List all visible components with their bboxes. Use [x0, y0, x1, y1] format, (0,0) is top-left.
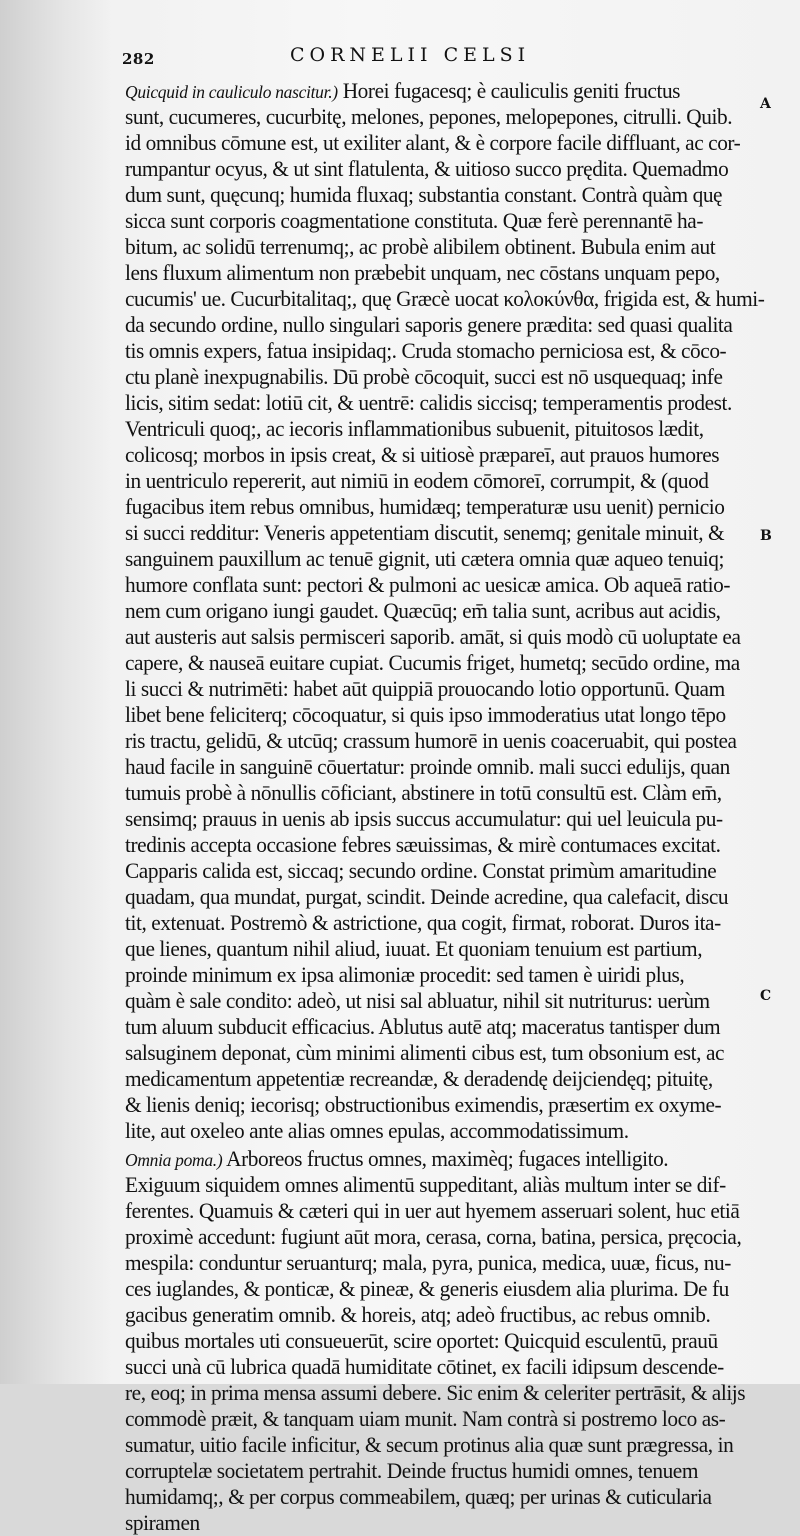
section-1-text-line: li succi & nutrimēti: habet aūt quippiā prouocando lotio opportunū. Quam [125, 676, 725, 701]
section-2-text-line: ces iuglandes, & ponticæ, & pineæ, & generis eiusdem alia plurima. De fu [125, 1276, 729, 1301]
section-1-text-line: Capparis calida est, siccaq; secundo ordine. Constat primùm amaritudine [125, 858, 717, 883]
section-1-text-line: haud facile in sanguinē cōuertatur: proinde omnib. mali succi edulijs, quan [125, 754, 730, 779]
section-1-first-text: Horei fugacesq; è cauliculis geniti fructus [337, 78, 681, 103]
section-2-first-text: Arboreos fructus omnes, maximèq; fugaces intelligito. [222, 1146, 669, 1171]
section-2-rubric: Omnia poma.) [125, 1150, 223, 1170]
section-1-text-line: ris tractu, gelidū, & utcūq; crassum humorē in uenis coaceruabit, qui postea [125, 728, 737, 753]
section-1-text-line: tis omnis expers, fatua insipidaq;. Cruda stomacho perniciosa est, & cōco- [125, 338, 727, 363]
section-2-text-line: corruptelæ societatem pertrahit. Deinde fructus humidi omnes, tenuem [125, 1458, 698, 1483]
section-1-text-line: ctu planè inexpugnabilis. Dū probè cōcoquit, succi est nō usquequaq; infe [125, 364, 723, 389]
page-gutter-shadow [0, 0, 110, 1384]
section-1-text-line: sensimq; prauus in uenis ab ipsis succus accumulatur: qui uel leuicula pu- [125, 806, 723, 831]
margin-letter-a: A [760, 96, 771, 112]
section-2-text-line: re, eoq; in prima mensa assumi debere. Sic enim & celeriter pertrāsit, & alijs [125, 1380, 746, 1405]
section-1-text-line: quadam, qua mundat, purgat, scindit. Deinde acredine, qua calefacit, discu [125, 884, 729, 909]
section-1-text-line: aut austeris aut salsis permisceri saporib. amāt, si quis modò cū uoluptate ea [125, 624, 741, 649]
section-1-text-line: tredinis accepta occasione febres sæuissimas, & mirè contumaces excitat. [125, 832, 721, 857]
section-1-text-line: proinde minimum ex ipsa alimoniæ procedit: sed tamen è uiridi plus, [125, 962, 685, 987]
section-1-opening-line [125, 78, 765, 104]
section-2-body [125, 1172, 785, 1536]
section-1-text-line: capere, & nauseā euitare cupiat. Cucumis friget, humetq; secūdo ordine, ma [125, 650, 740, 675]
section-1-text-line: bitum, ac solidū terrenumq;, ac probè alibilem obtinent. Bubula enim aut [125, 234, 716, 259]
section-1-text-line: medicamentum appetentiæ recreandæ, & deradendę deijciendęq; pituitę, [125, 1066, 713, 1091]
section-2-text-line: gacibus generatim omnib. & horeis, atq; adeò fructibus, ac rebus omnib. [125, 1302, 711, 1327]
section-1-text-line: salsuginem deponat, cùm minimi alimenti cibus est, tum obsonium est, ac [125, 1040, 725, 1065]
section-1-text-line: sanguinem pauxillum ac tenuē gignit, uti cætera omnia quæ aqueo tenuiq; [125, 546, 724, 571]
section-2-text-line: sumatur, uitio facile inficitur, & secum protinus alia quæ sunt prægressa, in [125, 1432, 734, 1457]
section-2-text-line: ferentes. Quamuis & cæteri qui in uer aut hyemem asseruari solent, huc etiā [125, 1198, 740, 1223]
section-1-text-line: lens fluxum alimentum non præbebit unquam, nec cōstans unquam pepo, [125, 260, 720, 285]
section-2-text-line: humidamq;, & per corpus commeabilem, quæq; per urinas & cuticularia [125, 1484, 712, 1509]
section-1-text-line: id omnibus cōmune est, ut exiliter alant, & è corpore facile diffluant, ac cor- [125, 130, 741, 155]
section-1-text-line: humore conflata sunt: pectori & pulmoni ac uesicæ amica. Ob aqueā ratio- [125, 572, 731, 597]
section-1-text-line: dum sunt, quęcunq; humida fluxaq; substantia constant. Contrà quàm quę [125, 182, 723, 207]
section-1-text-line: tit, extenuat. Postremò & astrictione, qua cogit, firmat, roborat. Duros ita- [125, 910, 721, 935]
section-1-text-line: rumpantur ocyus, & ut sint flatulenta, & uitioso succo prędita. Quemadmo [125, 156, 729, 181]
section-1-text-line: quàm è sale condito: adeò, ut nisi sal abluatur, nihil sit nutriturus: uerùm [125, 988, 710, 1013]
section-1-text-line: libet bene feliciterq; cōcoquatur, si quis ipso immoderatius utat longo tēpo [125, 702, 726, 727]
section-1-text-line: tumuis probè à nōnullis cōficiant, abstinere in totū consultū est. Clàm em̄, [125, 780, 722, 805]
section-1-text-line: que lienes, quantum nihil aliud, iuuat. Et quoniam tenuium est partium, [125, 936, 703, 961]
margin-letter-c: C [760, 988, 772, 1004]
page-number: 282 [122, 50, 155, 68]
section-1-text-line: sunt, cucumeres, cucurbitę, melones, pepones, melopepones, citrulli. Quib. [125, 104, 733, 129]
section-1-text-line: in uentriculo repererit, aut nimiū in eodem cōmoreī, corrumpit, & (quod [125, 468, 709, 493]
section-1-text-line: fugacibus item rebus omnibus, humidæq; temperaturæ usu uenit) pernicio [125, 494, 725, 519]
section-1-text-line: tum aluum subducit efficacius. Ablutus autē atq; maceratus tantisper dum [125, 1014, 721, 1039]
section-1-text-line: Ventriculi quoq;, ac iecoris inflammationibus subuenit, pituitosos lædit, [125, 416, 704, 441]
section-1-text-line: lite, aut oxeleo ante alias omnes epulas, accommodatissimum. [125, 1118, 629, 1143]
section-2-opening-line [125, 1146, 765, 1172]
section-1-text-line: da secundo ordine, nullo singulari saporis genere prædita: sed quasi qualita [125, 312, 733, 337]
section-1-text-line: & lienis deniq; iecorisq; obstructionibus eximendis, præsertim ex oxyme- [125, 1092, 722, 1117]
section-2-text-line: mespila: conduntur seruanturq; mala, pyra, punica, medica, uuæ, ficus, nu- [125, 1250, 731, 1275]
section-2-text-line: quibus mortales uti consueuerūt, scire oportet: Quicquid esculentū, prauū [125, 1328, 718, 1353]
section-1-text-line: colicosq; morbos in ipsis creat, & si uitiosè præpareī, aut prauos humores [125, 442, 720, 467]
running-title: CORNELII CELSI [290, 44, 531, 66]
section-2-text-line: commodè præit, & tanquam uiam munit. Nam contrà si postremo loco as- [125, 1406, 726, 1431]
section-2-text-line: Exiguum siquidem omnes alimentū suppeditant, aliàs multum inter se dif- [125, 1172, 726, 1197]
section-1-text-line: sicca sunt corporis coagmentatione constituta. Quæ ferè perennantē ha- [125, 208, 704, 233]
section-2-text-line: succi unà cū lubrica quadā humiditate cōtinet, ex facili idipsum descende- [125, 1354, 724, 1379]
margin-letter-b: B [760, 528, 772, 544]
section-1-rubric: Quicquid in cauliculo nascitur.) [125, 82, 338, 102]
section-1-text-line: licis, sitim sedat: lotiū cit, & uentrē: calidis siccisq; temperamentis prodest. [125, 390, 732, 415]
main-text [125, 78, 785, 1536]
section-1-body [125, 104, 785, 1144]
section-2-text-line: spiramen [125, 1510, 200, 1535]
section-1-text-line: nem cum origano iungi gaudet. Quæcūq; em̄ talia sunt, acribus aut acidis, [125, 598, 721, 623]
section-1-text-line: si succi redditur: Veneris appetentiam discutit, senemq; genitale minuit, & [125, 520, 725, 545]
section-1-text-line: cucumis' ue. Cucurbitalitaq;, quę Græcè uocat κολοκύνθα, frigida est, & humi- [125, 286, 765, 311]
section-2-text-line: proximè accedunt: fugiunt aūt mora, cerasa, corna, batina, persica, pręcocia, [125, 1224, 742, 1249]
